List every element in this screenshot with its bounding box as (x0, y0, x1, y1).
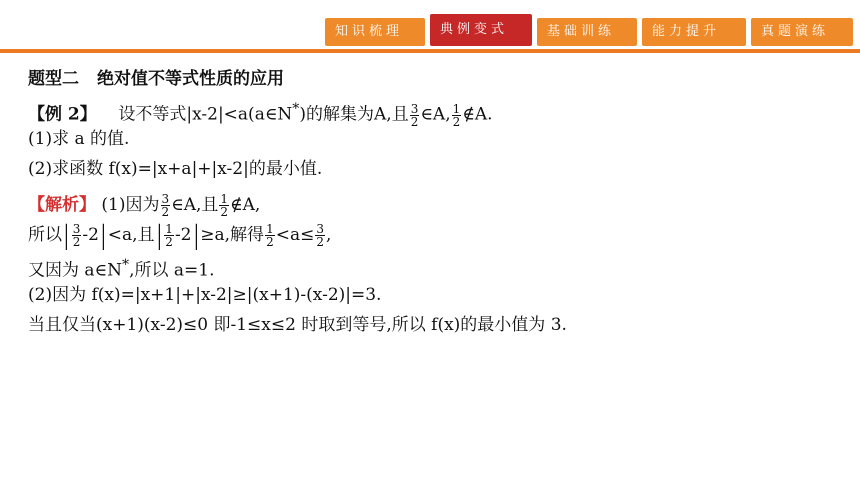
tab-typical-examples[interactable]: 典例变式 (430, 14, 532, 46)
solution-text: 又因为 a∈N (28, 260, 122, 281)
solution-text: (1)因为 (101, 195, 160, 215)
solution-text: ,所以 a=1. (129, 260, 215, 281)
fraction-three-halves: $\frac{3}{2}$ (72, 222, 81, 249)
problem-sup: * (292, 101, 300, 117)
solution-text: , (325, 225, 332, 245)
header-rule (0, 49, 860, 53)
solution-text: ∉A, (230, 195, 261, 215)
solution-text: -2 (82, 225, 99, 245)
tab-ability-improvement[interactable]: 能力提升 (642, 18, 746, 46)
solution-text: ∈A,且 (171, 195, 219, 215)
solution-text: 所以 (28, 225, 62, 245)
problem-text-c: ∈A, (420, 104, 451, 125)
tab-basic-training[interactable]: 基础训练 (537, 18, 637, 46)
solution-line-4: (2)因为 f(x)=|x+1|+|x-2|≥|(x+1)-(x-2)|=3. (28, 285, 382, 305)
problem-text-b: )的解集为A,且 (299, 104, 409, 125)
example-label: 【例 2】 (28, 104, 97, 125)
tab-knowledge-review[interactable]: 知识梳理 (325, 18, 425, 46)
solution-text: <a≤ (275, 225, 315, 245)
fraction-one-half: $\frac{1}{2}$ (220, 192, 229, 219)
section-tabs (325, 18, 853, 46)
question-2: (2)求函数 f(x)=|x+a|+|x-2|的最小值. (28, 159, 323, 179)
lesson-content (28, 64, 848, 340)
problem-text-a: 设不等式|x-2|<a(a∈N (118, 104, 293, 125)
solution-line-2 (28, 220, 848, 250)
solution-line-1 (28, 190, 848, 220)
question-1: (1)求 a 的值. (28, 129, 130, 149)
solution-line-5: 当且仅当(x+1)(x-2)≤0 即-1≤x≤2 时取到等号,所以 f(x)的最小值为 3. (28, 315, 567, 335)
fraction-three-halves: $\frac{3}{2}$ (161, 192, 170, 219)
tab-past-exam-practice[interactable]: 真题演练 (751, 18, 853, 46)
solution-sup: * (122, 257, 130, 273)
fraction-one-half: $\frac{1}{2}$ (452, 101, 461, 129)
abs-bar: | (100, 220, 106, 251)
problem-text-d: ∉A. (462, 104, 493, 125)
fraction-one-half: $\frac{1}{2}$ (266, 222, 274, 249)
heading-type: 题型二 (28, 69, 79, 89)
solution-line-3 (28, 250, 848, 280)
abs-bar: | (63, 220, 70, 251)
solution-text: ≥a,解得 (200, 225, 265, 245)
heading-title: 绝对值不等式性质的应用 (97, 69, 284, 89)
section-heading (28, 64, 848, 94)
solution-text: -2 (174, 225, 192, 245)
fraction-one-half: $\frac{1}{2}$ (165, 222, 173, 249)
abs-bar: | (193, 220, 199, 251)
solution-label: 【解析】 (28, 195, 96, 215)
fraction-three-halves: $\frac{3}{2}$ (316, 222, 324, 249)
fraction-three-halves: $\frac{3}{2}$ (410, 101, 419, 129)
example-problem (28, 94, 848, 129)
abs-bar: | (156, 220, 162, 251)
solution-text: <a,且 (107, 225, 155, 245)
